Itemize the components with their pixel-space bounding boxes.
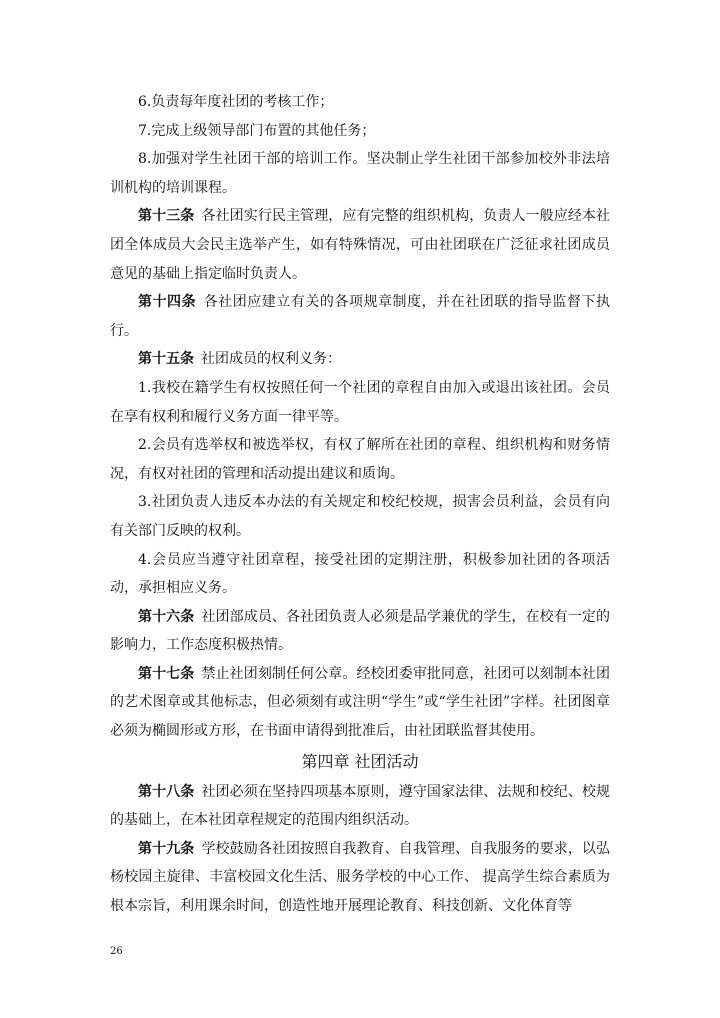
- article-number: 第十三条: [138, 208, 195, 225]
- paragraph-group-after: [110, 778, 610, 921]
- paragraph: [110, 117, 610, 146]
- paragraph: [110, 488, 610, 545]
- paragraph-text: 禁止社团刻制任何公章。经校团委审批同意，社团可以刻制本社团的艺术图章或其他标志，但必须刻有或注明“学生”或“学生社团”字样。社团图章必须为椭圆形或方形，在书面申请得到批准后，由社团联监督其使用。: [110, 665, 611, 740]
- article-number: 第十五条: [138, 351, 194, 368]
- chapter-heading: 第四章 社团活动: [301, 751, 419, 771]
- document-body: [110, 88, 610, 921]
- paragraph-group-before: [110, 88, 610, 746]
- paragraph-text: 1.我校在籍学生有权按照任何一个社团的章程自由加入或退出该社团。会员在享有权利和履行义务方面一律平等。: [110, 379, 610, 425]
- paragraph: [110, 145, 610, 202]
- paragraph: [110, 835, 610, 921]
- paragraph: [110, 288, 610, 345]
- paragraph-text: 8.加强对学生社团干部的培训工作。坚决制止学生社团干部参加校外非法培训机构的培训课程。: [110, 151, 610, 196]
- paragraph: [110, 88, 610, 117]
- paragraph-text: 学校鼓励各社团按照自我教育、自我管理、自我服务的要求，以弘杨校园主旋律、丰富校园文化生活、服务学校的中心工作、 提高学生综合素质为根本宗旨，利用课余时间，创造性地开展理论教育、科技创新、文化体育等: [110, 840, 611, 915]
- paragraph-text: 3.社团负责人违反本办法的有关规定和校纪校规，损害会员利益，会员有向有关部门反映的权利。: [110, 494, 610, 539]
- paragraph: [110, 202, 610, 288]
- paragraph: [110, 603, 610, 660]
- paragraph-text: 4.会员应当遵守社团章程，接受社团的定期注册，积极参加社团的各项活动，承担相应义务。: [110, 551, 610, 597]
- paragraph-text: 社团必须在坚持四项基本原则，遵守国家法律、法规和校纪、校规的基础上，在本社团章程规定的范围内组织活动。: [110, 783, 611, 829]
- page-number: 26: [110, 946, 123, 957]
- article-number: 第十四条: [138, 294, 197, 311]
- article-number: 第十八条: [138, 783, 195, 800]
- paragraph-text: 社团部成员、各社团负责人必须是品学兼优的学生，在校有一定的影响力，工作态度积极热情。: [110, 608, 611, 654]
- paragraph-text: 2.会员有选举权和被选举权，有权了解所在社团的章程、组织机构和财务情况，有权对社团的管理和活动提出建议和质询。: [110, 437, 610, 482]
- paragraph: [110, 431, 610, 488]
- article-number: 第十七条: [138, 665, 195, 682]
- paragraph-text: 6.负责每年度社团的考核工作；: [138, 94, 334, 110]
- paragraph-text: 各社团实行民主管理，应有完整的组织机构，负责人一般应经本社团全体成员大会民主选举产生，如有特殊情况，可由社团联在广泛征求社团成员意见的基础上指定临时负责人。: [110, 208, 611, 282]
- paragraph-text: 各社团应建立有关的各项规章制度，并在社团联的指导监督下执行。: [110, 294, 610, 339]
- paragraph: [110, 660, 610, 746]
- paragraph: [110, 546, 610, 603]
- paragraph: [110, 778, 610, 835]
- paragraph-text: 社团成员的权利义务：: [201, 351, 341, 368]
- article-number: 第十九条: [138, 840, 195, 857]
- paragraph: [110, 345, 610, 374]
- paragraph: [110, 374, 610, 431]
- article-number: 第十六条: [138, 608, 195, 625]
- paragraph-text: 7.完成上级领导部门布置的其他任务；: [138, 122, 376, 139]
